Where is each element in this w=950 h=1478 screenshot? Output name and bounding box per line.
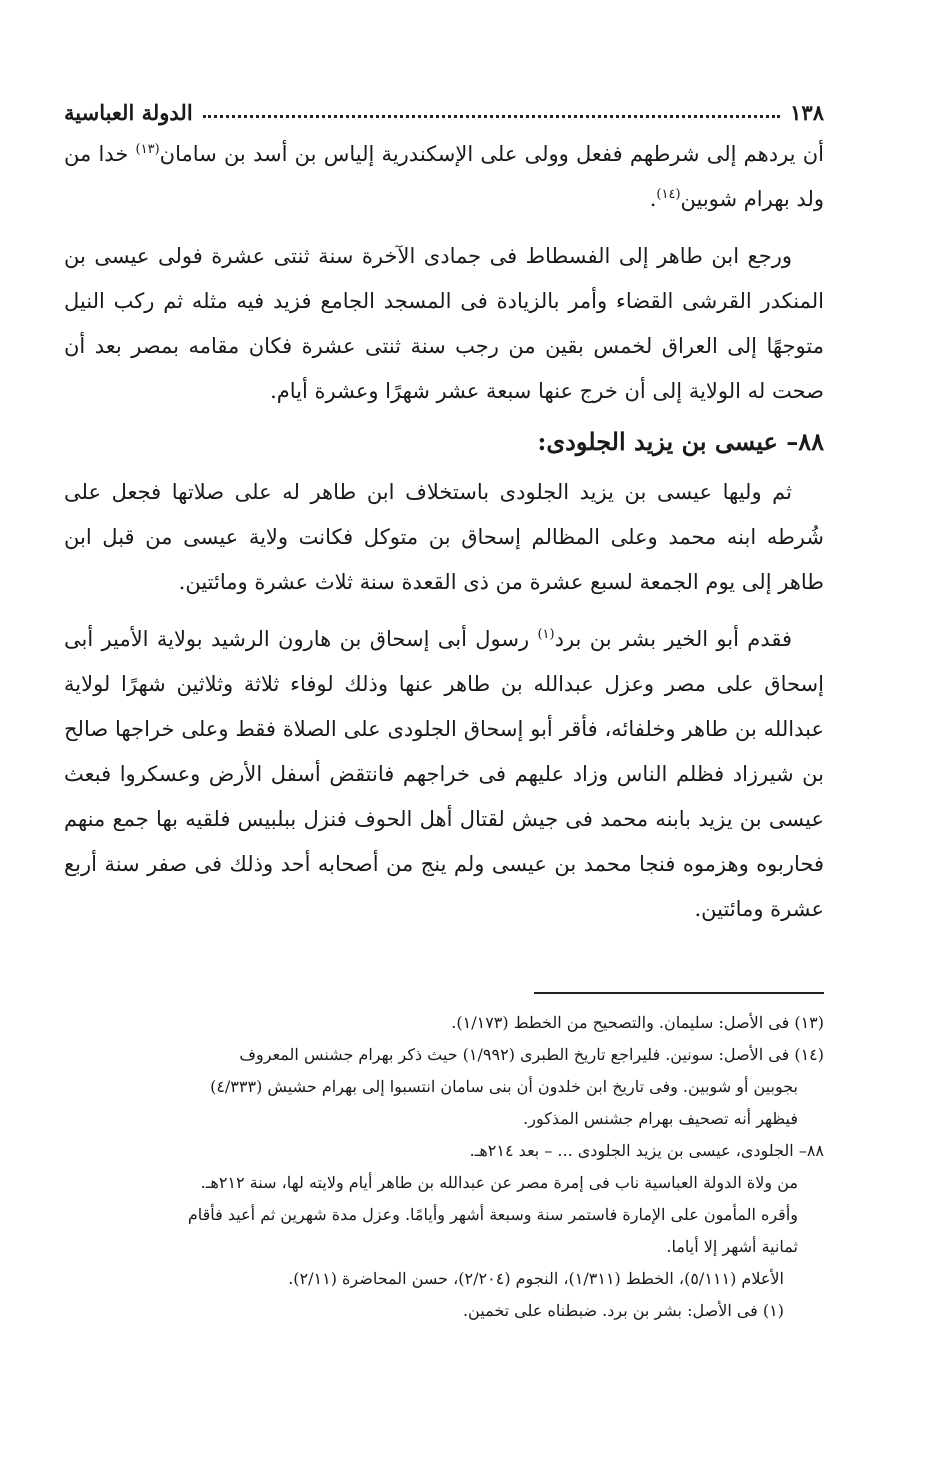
footnote-14-cont-1: بجوبين أو شوبين. وفى تاريخ ابن خلدون أن بنى سامان انتسبوا إلى بهرام حشيش (٤/٣٣٣) [210,1077,798,1096]
page-body [64,92,824,932]
footnote-88-line-1: من ولاة الدولة العباسية ناب فى إمرة مصر عن عبدالله بن طاهر أيام ولايته لها، سنة ٢١٢هـ. [200,1173,798,1192]
paragraph-4-text: فقدم أبو الخير بشر بن برد [554,627,792,651]
paragraph-1-text-2: خدا من ولد بهرام شوبين [64,142,824,211]
entry-heading: ٨٨– عيسى بن يزيد الجلودى: [537,427,824,456]
paragraph-4 [64,617,824,932]
running-header [64,92,824,132]
leader-dots [203,115,781,118]
paragraph-1-text: أن يردهم إلى شرطهم ففعل وولى على الإسكندرية إلياس بن أسد بن سامان [159,142,824,166]
footnote-separator [534,992,824,994]
paragraph-1 [64,132,824,222]
paragraph-4-text-2: رسول أبى إسحاق بن هارون الرشيد بولاية الأمير أبى إسحاق على مصر وعزل عبدالله بن طاهر عنها وذلك لوفاء ثلاثة وثلاثين شهرًا لولاية عبدالله بن طاهر وخلفائه، فأقر أبو إسحاق الجلودى على الصلاة فقط وعلى خراجها صالح بن شيرزاد فظلم الناس وزاد عليهم فى خراجهم فانتقض أسفل الأرض وعسكروا فبعث عيسى بن يزيد بابنه محمد فى جيش لقتال أهل الحوف فنزل ببلبيس فلقيه بها جمع منهم فحاربوه وهزموه فنجا محمد بن عيسى ولم ينج من أصحابه أحد وذلك فى صفر سنة أربع عشرة ومائتين. [64,627,824,921]
note-ref-1: (١) [537,627,555,642]
note-ref-14: (١٤) [656,187,681,202]
footnote-14-cont-2: فيظهر أنه تصحيف بهرام جشنس المذكور. [523,1109,798,1128]
footnotes [64,1007,824,1327]
note-ref-13: (١٣) [135,142,160,157]
paragraph-3: ثم وليها عيسى بن يزيد الجلودى باستخلاف ابن طاهر له على صلاتها فجعل على شُرطه ابنه محمد وعلى المظالم إسحاق بن متوكل فكانت ولاية عيسى من قبل ابن طاهر إلى يوم الجمعة لسبع عشرة من ذى القعدة سنة ثلاث عشرة ومائتين. [64,480,824,594]
footnote-88-line-2: وأقره المأمون على الإمارة فاستمر سنة وسبعة أشهر وأيامًا. وعزل مدة شهرين ثم أعيد فأقام [187,1205,798,1224]
footnote-1: (١) فى الأصل: بشر بن برد. ضبطناه على تخمين. [462,1301,784,1320]
page-number: ١٣٨ [790,99,824,125]
footnote-88-line-3: ثمانية أشهر إلا أياما. [666,1237,798,1256]
paragraph-1-text-3: . [649,187,657,211]
paragraph-2: ورجع ابن طاهر إلى الفسطاط فى جمادى الآخرة سنة ثنتى عشرة فولى عيسى بن المنكدر القرشى القضاء وأمر بالزيادة فى المسجد الجامع فزيد فيه مثله ثم ركب النيل متوجهًا إلى العراق لخمس بقين من رجب سنة ثنتى عشرة فكان مقامه بمصر بعد أن صحت له الولاية إلى أن خرج عنها سبعة عشر شهرًا وعشرة أيام. [64,244,824,403]
footnote-88-sources: الأعلام (٥/١١١)، الخطط (١/٣١١)، النجوم (٢/٢٠٤)، حسن المحاضرة (٢/١١). [288,1269,784,1288]
footnote-13: (١٣) فى الأصل: سليمان. والتصحيح من الخطط (١/١٧٣). [451,1013,824,1032]
footnote-88-title: ٨٨– الجلودى، عيسى بن يزيد الجلودى ... – بعد ٢١٤هـ. [469,1141,824,1160]
footnote-14: (١٤) فى الأصل: سونين. فليراجع تاريخ الطبرى (١/٩٩٢) حيث ذكر بهرام جشنس المعروف [239,1045,824,1064]
running-title: الدولة العباسية [64,99,193,125]
